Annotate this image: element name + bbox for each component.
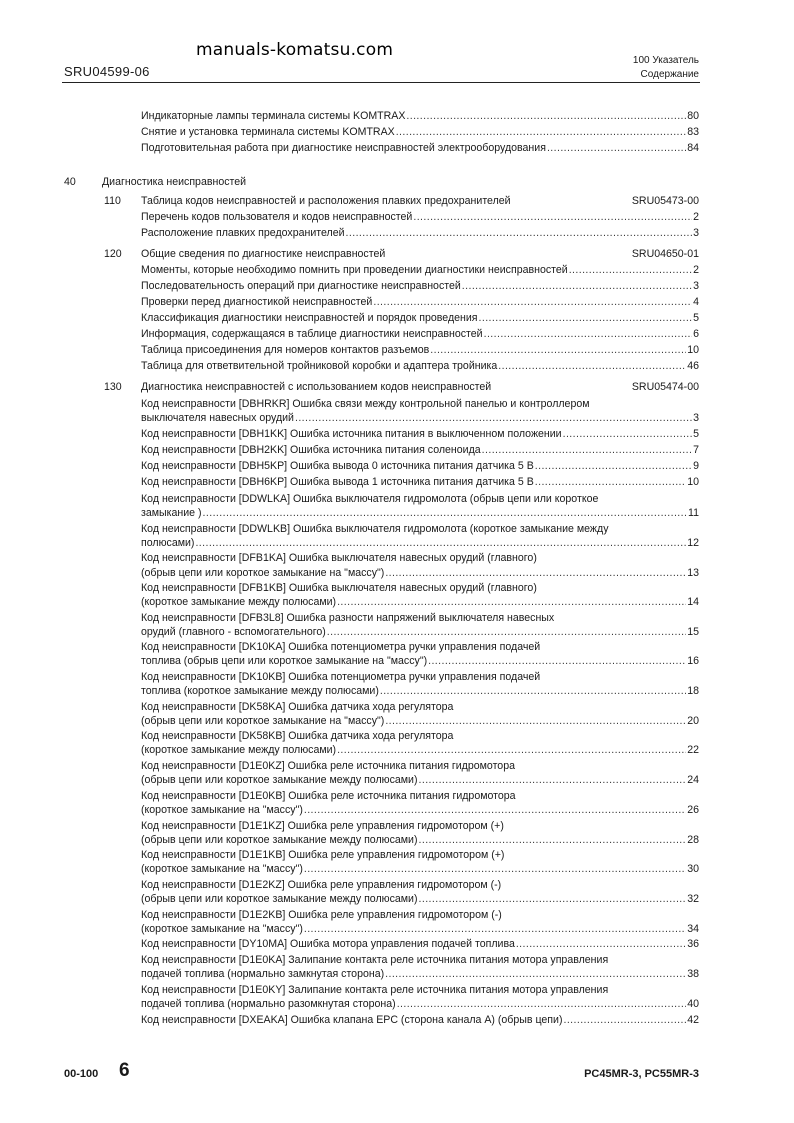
toc-entry-text: Код неисправности [D1E1KZ] Ошибка реле управления гидромотором (+) (141, 820, 504, 832)
section-number: 120 (104, 248, 122, 260)
toc-page-number: 10 (687, 476, 699, 488)
section-title: Общие сведения по диагностике неисправностей (141, 248, 386, 260)
section-code: SRU05473-00 (631, 195, 699, 207)
toc-entry (141, 596, 699, 609)
toc-entry-text: Классификация диагностики неисправностей и порядок проведения (141, 312, 478, 324)
toc-page-number: 28 (687, 834, 699, 846)
toc-page-number: 12 (687, 537, 699, 549)
section-title: Диагностика неисправностей с использованием кодов неисправностей (141, 381, 492, 393)
toc-entry (141, 344, 699, 357)
toc-entry-text: Код неисправности [DK10KB] Ошибка потенциометра ручки управления подачей (141, 671, 541, 683)
toc-leader (563, 428, 692, 441)
toc-page-number: 13 (687, 567, 699, 579)
toc-leader (385, 567, 686, 580)
section-code: SRU05474-00 (631, 381, 699, 393)
toc-entry-text: подачей топлива (нормально замкнутая сторона) (141, 968, 385, 980)
toc-entry (141, 507, 699, 520)
toc-leader (337, 744, 686, 757)
toc-page-number: 40 (687, 998, 699, 1010)
toc-leader (304, 804, 686, 817)
toc-entry (141, 126, 699, 139)
toc-leader (396, 126, 686, 139)
toc-entry-text: Код неисправности [DY10MA] Ошибка мотора управления подачей топлива (141, 938, 515, 950)
toc-entry-text: Моменты, которые необходимо помнить при проведении диагностики неисправностей (141, 264, 568, 276)
toc-entry-text: (короткое замыкание между полюсами) (141, 744, 337, 756)
toc-leader (413, 211, 692, 224)
toc-page-number: 83 (687, 126, 699, 138)
toc-entry-text: Код неисправности [DDWLKB] Ошибка выключателя гидромолота (короткое замыкание между (141, 523, 609, 535)
toc-page-number: 9 (693, 460, 699, 472)
toc-entry-text: Код неисправности [DBH6KP] Ошибка вывода 1 источника питания датчика 5 В (141, 476, 534, 488)
toc-entry-text: Код неисправности [D1E2KZ] Ошибка реле управления гидромотором (-) (141, 879, 502, 891)
toc-entry (141, 328, 699, 341)
toc-page-number: 10 (687, 344, 699, 356)
toc-leader (304, 863, 686, 876)
toc-entry-text: Код неисправности [DK58KB] Ошибка датчика хода регулятора (141, 730, 454, 742)
toc-entry (141, 744, 699, 757)
toc-page-number: 3 (693, 280, 699, 292)
toc-page-number: 32 (687, 893, 699, 905)
toc-entry (141, 476, 699, 489)
header-section-subtitle: Содержание (640, 69, 699, 80)
toc-entry (141, 938, 699, 951)
toc-page-number: 6 (693, 328, 699, 340)
toc-entry (141, 923, 699, 936)
toc-page-number: 4 (693, 296, 699, 308)
toc-leader (563, 1014, 686, 1027)
toc-page-number: 14 (687, 596, 699, 608)
toc-entry-text: Перечень кодов пользователя и кодов неисправностей (141, 211, 413, 223)
toc-entry-text: Код неисправности [D1E0KY] Залипание контакта реле источника питания мотора управления (141, 984, 609, 996)
toc-page-number: 3 (693, 227, 699, 239)
toc-page-number: 2 (693, 264, 699, 276)
toc-page-number: 7 (693, 444, 699, 456)
toc-entry-text: Снятие и установка терминала системы KOMTRAX (141, 126, 395, 138)
toc-leader (346, 227, 693, 240)
toc-page-number: 42 (687, 1014, 699, 1026)
toc-page-number: 36 (687, 938, 699, 950)
toc-entry (141, 296, 699, 309)
chapter-number: 40 (64, 176, 76, 188)
toc-entry (141, 142, 699, 155)
toc-entry (141, 312, 699, 325)
section-number: 130 (104, 381, 122, 393)
toc-entry (141, 264, 699, 277)
toc-entry-text: Код неисправности [D1E0KZ] Ошибка реле источника питания гидромотора (141, 760, 515, 772)
toc-entry-text: Код неисправности [D1E0KA] Залипание контакта реле источника питания мотора управления (141, 954, 609, 966)
toc-page-number: 84 (687, 142, 699, 154)
toc-leader (195, 537, 686, 550)
toc-leader (419, 893, 687, 906)
toc-entry-text: Индикаторные лампы терминала системы KOMTRAX (141, 110, 406, 122)
toc-page-number: 16 (687, 655, 699, 667)
toc-entry-text: Код неисправности [DFB1KA] Ошибка выключателя навесных орудий (главного) (141, 552, 537, 564)
toc-entry-text: замыкание ) (141, 507, 202, 519)
toc-leader (547, 142, 686, 155)
toc-entry-text: Проверки перед диагностикой неисправностей (141, 296, 373, 308)
toc-entry-text: Подготовительная работа при диагностике неисправностей электрооборудования (141, 142, 546, 154)
toc-entry (141, 655, 699, 668)
toc-leader (430, 344, 686, 357)
toc-leader (535, 460, 692, 473)
toc-entry (141, 998, 699, 1011)
toc-page-number: 5 (693, 312, 699, 324)
toc-leader (462, 280, 692, 293)
toc-entry-text: (обрыв цепи или короткое замыкание между полюсами) (141, 774, 418, 786)
toc-leader (337, 596, 686, 609)
toc-page-number: 15 (687, 626, 699, 638)
toc-leader (203, 507, 687, 520)
toc-entry-text: полюсами) (141, 537, 195, 549)
toc-page-number: 2 (693, 211, 699, 223)
toc-entry-text: (обрыв цепи или короткое замыкание на "массу") (141, 715, 385, 727)
toc-entry (141, 774, 699, 787)
toc-entry (141, 444, 699, 457)
toc-entry-text: (обрыв цепи или короткое замыкание между полюсами) (141, 834, 418, 846)
toc-entry-text: (короткое замыкание между полюсами) (141, 596, 337, 608)
toc-entry-text: Код неисправности [DBH2KK] Ошибка источника питания соленоида (141, 444, 481, 456)
toc-leader (498, 360, 686, 373)
toc-leader (428, 655, 686, 668)
toc-leader (569, 264, 692, 277)
toc-entry-text: Код неисправности [DFB3L8] Ошибка разности напряжений выключателя навесных (141, 612, 555, 624)
toc-entry (141, 360, 699, 373)
watermark: manuals-komatsu.com (196, 40, 394, 60)
header-section (633, 54, 699, 82)
toc-entry (141, 567, 699, 580)
toc-entry (141, 412, 699, 425)
toc-entry-text: (короткое замыкание на "массу") (141, 923, 303, 935)
toc-entry-text: Информация, содержащаяся в таблице диагностики неисправностей (141, 328, 483, 340)
toc-entry-text: Код неисправности [D1E0KB] Ошибка реле источника питания гидромотора (141, 790, 516, 802)
toc-page-number: 80 (687, 110, 699, 122)
toc-page-number: 22 (687, 744, 699, 756)
toc-entry-text: Код неисправности [DBH5KP] Ошибка вывода 0 источника питания датчика 5 В (141, 460, 534, 472)
toc-entry-text: Код неисправности [DBHRKR] Ошибка связи между контрольной панелью и контроллером (141, 398, 590, 410)
toc-entry (141, 626, 699, 639)
toc-page-number: 11 (688, 507, 699, 519)
toc-leader (479, 312, 693, 325)
toc-page-number: 34 (687, 923, 699, 935)
toc-entry-text: орудий (главного - вспомогательного) (141, 626, 326, 638)
toc-entry-text: Таблица присоединения для номеров контактов разъемов (141, 344, 430, 356)
toc-leader (397, 998, 687, 1011)
toc-leader (327, 626, 686, 639)
toc-entry-text: Код неисправности [DXEAKA] Ошибка клапана EPC (сторона канала A) (обрыв цепи) (141, 1014, 563, 1026)
toc-leader (385, 715, 686, 728)
toc-entry (141, 1014, 699, 1027)
footer-model: PC45MR-3, PC55MR-3 (584, 1068, 699, 1080)
toc-leader (385, 968, 686, 981)
toc-entry-text: Код неисправности [DK10KA] Ошибка потенциометра ручки управления подачей (141, 641, 541, 653)
toc-entry-text: Расположение плавких предохранителей (141, 227, 345, 239)
toc-entry-text: (обрыв цепи или короткое замыкание на "массу") (141, 567, 385, 579)
toc-entry-text: Код неисправности [DDWLKA] Ошибка выключателя гидромолота (обрыв цепи или короткое (141, 493, 599, 505)
toc-entry (141, 428, 699, 441)
toc-leader (406, 110, 686, 123)
section-code: SRU04650-01 (631, 248, 699, 260)
section-number: 110 (104, 195, 121, 207)
toc-entry (141, 280, 699, 293)
toc-leader (535, 476, 686, 489)
toc-entry-text: (короткое замыкание на "массу") (141, 863, 303, 875)
toc-entry-text: Последовательность операций при диагностике неисправностей (141, 280, 461, 292)
toc-page-number: 24 (687, 774, 699, 786)
toc-entry-text: Таблица для ответвительной тройниковой коробки и адаптера тройника (141, 360, 498, 372)
toc-entry-text: топлива (короткое замыкание между полюсами) (141, 685, 379, 697)
toc-entry (141, 968, 699, 981)
toc-page-number: 30 (687, 863, 699, 875)
toc-leader (304, 923, 686, 936)
toc-leader (373, 296, 692, 309)
toc-page-number: 26 (687, 804, 699, 816)
toc-entry-text: Код неисправности [DBH1KK] Ошибка источника питания в выключенном положении (141, 428, 562, 440)
toc-entry (141, 715, 699, 728)
toc-page-number: 18 (687, 685, 699, 697)
toc-entry (141, 863, 699, 876)
toc-entry-text: (обрыв цепи или короткое замыкание между полюсами) (141, 893, 418, 905)
toc-entry-text: Код неисправности [D1E1KB] Ошибка реле управления гидромотором (+) (141, 849, 505, 861)
toc-entry-text: Код неисправности [DFB1KB] Ошибка выключателя навесных орудий (главного) (141, 582, 537, 594)
toc-entry (141, 893, 699, 906)
toc-entry-text: Код неисправности [DK58KA] Ошибка датчика хода регулятора (141, 701, 454, 713)
toc-entry (141, 211, 699, 224)
toc-entry (141, 227, 699, 240)
document-number: SRU04599-06 (64, 64, 150, 79)
toc-leader (380, 685, 686, 698)
header-rule (62, 82, 700, 83)
toc-entry (141, 110, 699, 123)
toc-entry (141, 460, 699, 473)
header-section-title: 100 Указатель (632, 55, 699, 66)
footer-page-ref: 00-100 (64, 1068, 99, 1080)
toc-leader (419, 834, 687, 847)
chapter-title: Диагностика неисправностей (102, 176, 247, 188)
toc-entry-text: Код неисправности [D1E2KB] Ошибка реле управления гидромотором (-) (141, 909, 502, 921)
footer-page-number: 6 (119, 1060, 130, 1081)
toc-leader (419, 774, 687, 787)
toc-page-number: 46 (687, 360, 699, 372)
toc-page-number: 5 (693, 428, 699, 440)
toc-page-number: 38 (687, 968, 699, 980)
toc-entry (141, 537, 699, 550)
toc-entry (141, 685, 699, 698)
toc-entry-text: выключателя навесных орудий (141, 412, 294, 424)
toc-leader (516, 938, 686, 951)
toc-entry-text: топлива (обрыв цепи или короткое замыкание на "массу") (141, 655, 428, 667)
toc-leader (484, 328, 692, 341)
section-title: Таблица кодов неисправностей и расположения плавких предохранителей (141, 195, 511, 207)
toc-page-number: 3 (693, 412, 699, 424)
toc-entry-text: (короткое замыкание на "массу") (141, 804, 303, 816)
toc-entry-text: подачей топлива (нормально разомкнутая сторона) (141, 998, 396, 1010)
toc-entry (141, 804, 699, 817)
toc-leader (295, 412, 692, 425)
toc-leader (482, 444, 692, 457)
toc-page-number: 20 (687, 715, 699, 727)
toc-entry (141, 834, 699, 847)
